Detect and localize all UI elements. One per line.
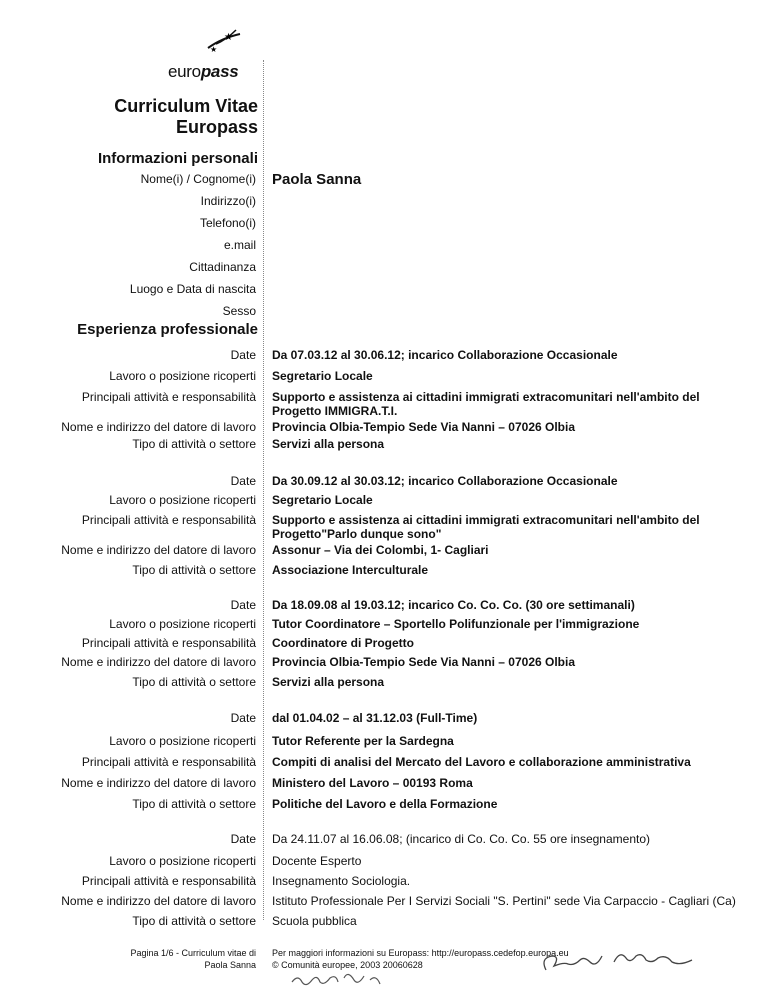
label-activities: Principali attività e responsabilità <box>81 874 256 888</box>
label-sex: Sesso <box>222 304 256 318</box>
signature <box>536 942 706 978</box>
label-employer: Nome e indirizzo del datore di lavoro <box>61 543 256 557</box>
label-role: Lavoro o posizione ricoperti <box>109 854 256 868</box>
footer-page-info: Pagina 1/6 - Curriculum vitae di Paola Sanna <box>130 948 256 970</box>
entry-employer: Ministero del Lavoro – 00193 Roma <box>272 776 473 790</box>
entry-date: Da 30.09.12 al 30.03.12; incarico Collaborazione Occasionale <box>272 474 618 488</box>
label-activities: Principali attività e responsabilità <box>81 755 256 769</box>
entry-role: Tutor Coordinatore – Sportello Polifunzionale per l'immigrazione <box>272 617 640 631</box>
entry-role: Tutor Referente per la Sardegna <box>272 734 454 748</box>
entry-date: Da 24.11.07 al 16.06.08; (incarico di Co. Co. Co. 55 ore insegnamento) <box>272 832 650 846</box>
label-birth: Luogo e Data di nascita <box>129 282 256 296</box>
label-employer: Nome e indirizzo del datore di lavoro <box>61 776 256 790</box>
section-title-personal: Informazioni personali <box>97 150 258 167</box>
label-date: Date <box>230 474 256 488</box>
entry-date: Da 07.03.12 al 30.06.12; incarico Collaborazione Occasionale <box>272 348 618 362</box>
label-date: Date <box>230 711 256 725</box>
entry-activities: Supporto e assistenza ai cittadini immigrati extracomunitari nell'ambito del Progetto IMMIGRA.T.I. <box>272 390 700 418</box>
label-role: Lavoro o posizione ricoperti <box>109 617 256 631</box>
handwritten-initials <box>288 966 388 990</box>
entry-activities: Supporto e assistenza ai cittadini immigrati extracomunitari nell'ambito del Progetto"Parlo dunque sono" <box>272 513 700 541</box>
entry-employer: Provincia Olbia-Tempio Sede Via Nanni – 07026 Olbia <box>272 420 575 434</box>
logo-wordmark: europass <box>168 62 239 81</box>
entry-role: Docente Esperto <box>272 854 362 868</box>
footer-info: Per maggiori informazioni su Europass: http://europass.cedefop.europa.eu © Comunità europee, 2003 20060628 <box>272 948 569 970</box>
label-activities: Principali attività e responsabilità <box>81 513 256 527</box>
column-divider <box>263 60 264 920</box>
label-sector: Tipo di attività o settore <box>132 437 256 451</box>
label-activities: Principali attività e responsabilità <box>81 636 256 650</box>
label-activities: Principali attività e responsabilità <box>81 390 256 404</box>
entry-role: Segretario Locale <box>272 493 373 507</box>
page-title: Curriculum Vitae Europass <box>114 96 258 137</box>
label-address: Indirizzo(i) <box>200 194 256 208</box>
label-date: Date <box>230 832 256 846</box>
label-role: Lavoro o posizione ricoperti <box>109 493 256 507</box>
entry-sector: Associazione Interculturale <box>272 563 429 577</box>
label-name: Nome(i) / Cognome(i) <box>140 172 256 186</box>
label-role: Lavoro o posizione ricoperti <box>109 734 256 748</box>
entry-sector: Servizi alla persona <box>272 437 385 451</box>
entry-sector: Scuola pubblica <box>272 914 357 928</box>
label-employer: Nome e indirizzo del datore di lavoro <box>61 894 256 908</box>
label-citizenship: Cittadinanza <box>189 260 256 274</box>
label-employer: Nome e indirizzo del datore di lavoro <box>61 655 256 669</box>
entry-date: Da 18.09.08 al 19.03.12; incarico Co. Co. Co. (30 ore settimanali) <box>272 598 635 612</box>
label-date: Date <box>230 348 256 362</box>
label-employer: Nome e indirizzo del datore di lavoro <box>61 420 256 434</box>
entry-employer: Istituto Professionale Per I Servizi Sociali "S. Pertini" sede Via Carpaccio - Cagliari (Ca) <box>272 894 736 908</box>
person-name: Paola Sanna <box>272 171 362 188</box>
entry-activities: Coordinatore di Progetto <box>272 636 414 650</box>
europass-logo <box>168 22 268 92</box>
label-sector: Tipo di attività o settore <box>132 563 256 577</box>
label-phone: Telefono(i) <box>199 216 256 230</box>
svg-text:★: ★ <box>210 45 218 54</box>
entry-activities: Compiti di analisi del Mercato del Lavoro e collaborazione amministrativa <box>272 755 691 769</box>
section-title-experience: Esperienza professionale <box>77 321 258 338</box>
entry-role: Segretario Locale <box>272 369 373 383</box>
label-sector: Tipo di attività o settore <box>132 675 256 689</box>
label-date: Date <box>230 598 256 612</box>
entry-employer: Assonur – Via dei Colombi, 1- Cagliari <box>272 543 489 557</box>
entry-employer: Provincia Olbia-Tempio Sede Via Nanni – 07026 Olbia <box>272 655 575 669</box>
stars-swoosh-icon <box>204 26 244 56</box>
entry-sector: Politiche del Lavoro e della Formazione <box>272 797 498 811</box>
entry-sector: Servizi alla persona <box>272 675 385 689</box>
label-sector: Tipo di attività o settore <box>132 797 256 811</box>
entry-date: dal 01.04.02 – al 31.12.03 (Full-Time) <box>272 711 478 725</box>
label-role: Lavoro o posizione ricoperti <box>109 369 256 383</box>
entry-activities: Insegnamento Sociologia. <box>272 874 411 888</box>
label-email: e.mail <box>223 238 256 252</box>
svg-text:★: ★ <box>224 32 233 43</box>
label-sector: Tipo di attività o settore <box>132 914 256 928</box>
